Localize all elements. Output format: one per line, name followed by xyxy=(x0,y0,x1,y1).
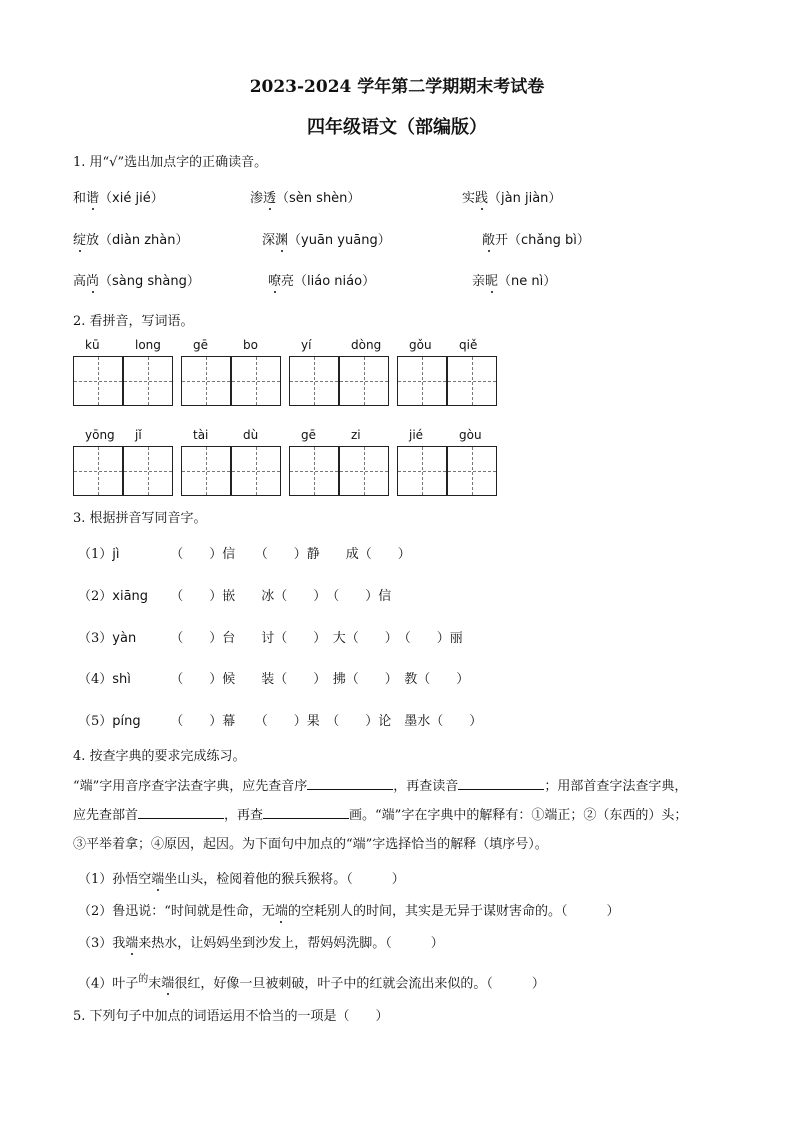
q2-pinyin: yí xyxy=(301,338,312,352)
q4-line1 xyxy=(73,772,723,801)
q1-char: 放 xyxy=(86,233,100,248)
writing-box[interactable] xyxy=(73,446,123,496)
q2-pinyin: jǐ xyxy=(135,428,142,442)
q1-item xyxy=(472,270,556,289)
q1-dotted-char: 透 xyxy=(263,191,277,206)
box-guide-v xyxy=(364,447,365,495)
q1-pinyin-options[interactable]: （ne nì） xyxy=(498,274,557,289)
q3-blanks[interactable]: （ ）台 讨（ ） 大（ ） （ ）丽 xyxy=(170,631,463,646)
box-guide-v xyxy=(256,357,257,405)
q4-dotted-char: 端 xyxy=(161,976,175,992)
q1-pinyin-options[interactable]: （chǎng bì） xyxy=(508,233,590,248)
q4-prompt: 4. 按查字典的要求完成练习。 xyxy=(73,749,246,764)
q4-dotted-char: 端 xyxy=(151,872,165,887)
q1-dotted-char: 绽 xyxy=(73,233,87,248)
q2-pinyin: qiě xyxy=(459,338,478,352)
q4-text-2a: 应先查部首 xyxy=(73,808,139,823)
box-guide-v xyxy=(206,447,207,495)
q3-prompt: 3. 根据拼音写同音字。 xyxy=(73,511,207,526)
q1-item xyxy=(462,187,561,206)
q3-pinyin: shì xyxy=(112,672,131,687)
q3-number: （1） xyxy=(78,547,113,562)
writing-box[interactable] xyxy=(289,446,339,496)
box-guide-v xyxy=(98,357,99,405)
q2-pinyin: tài xyxy=(193,428,209,442)
q1-dotted-char: 渊 xyxy=(275,233,289,248)
q1-dotted-char: 昵 xyxy=(485,274,499,289)
box-guide-v xyxy=(472,357,473,405)
blank-yinxu[interactable] xyxy=(307,777,393,790)
q1-char: 深 xyxy=(262,233,276,248)
q3-number: （3） xyxy=(78,631,113,646)
q1-item xyxy=(482,229,590,248)
q1-pinyin-options[interactable]: （yuān yuāng） xyxy=(288,233,391,248)
box-guide-v xyxy=(148,447,149,495)
writing-box[interactable] xyxy=(339,356,389,406)
q3-line xyxy=(78,710,482,729)
q5-prompt: 5. 下列句子中加点的词语运用不恰当的一项是（ ） xyxy=(73,1009,389,1024)
q1-char: 亮 xyxy=(281,274,295,289)
q4-sub-text: 的空耗别人的时间，其实是无异于谋财害命的。（ ） xyxy=(287,904,620,919)
writing-box[interactable] xyxy=(73,356,123,406)
writing-box[interactable] xyxy=(123,356,173,406)
q1-item xyxy=(250,187,360,206)
q4-paragraph xyxy=(73,772,723,859)
q2-pinyin: bo xyxy=(243,338,258,352)
q4-sub-text: 来热水，让妈妈坐到沙发上，帮妈妈洗脚。（ ） xyxy=(138,936,444,951)
q2-pinyin: gē xyxy=(301,428,316,442)
writing-box[interactable] xyxy=(123,446,173,496)
writing-box[interactable] xyxy=(397,446,447,496)
q4-subquestion xyxy=(78,932,444,951)
q3-line xyxy=(78,585,391,604)
q4-sup: 的 xyxy=(138,974,149,985)
q2-pinyin: kū xyxy=(85,338,100,352)
q2-pinyin: dù xyxy=(243,428,259,442)
q3-number: （4） xyxy=(78,672,113,687)
q4-sub-text: （1）孙悟空 xyxy=(78,872,152,887)
q3-line xyxy=(78,627,463,646)
q4-subquestion xyxy=(78,970,545,991)
writing-box[interactable] xyxy=(289,356,339,406)
q4-sub-text: （4）叶子 xyxy=(78,976,139,992)
q4-sub-text: （3）我 xyxy=(78,936,126,951)
blank-huashu[interactable] xyxy=(263,806,349,819)
q1-prompt: 1. 用“√”选出加点字的正确读音。 xyxy=(73,155,268,170)
q1-char: 亲 xyxy=(472,274,486,289)
box-guide-v xyxy=(314,447,315,495)
q3-line xyxy=(78,543,411,562)
q4-subquestion xyxy=(78,868,405,887)
q1-pinyin-options[interactable]: （liáo niáo） xyxy=(294,274,376,289)
q1-char: 高 xyxy=(73,274,87,289)
q3-number: （5） xyxy=(78,714,113,729)
q4-dotted-char: 端 xyxy=(274,904,288,919)
blank-bushou[interactable] xyxy=(138,806,224,819)
q1-pinyin-options[interactable]: （jàn jiàn） xyxy=(488,191,562,206)
exam-subtitle: 四年级语文（部编版） xyxy=(307,117,487,138)
q4-text-1a: “端”字用音序查字法查字典，应先查音序 xyxy=(73,779,308,794)
q1-char: 渗 xyxy=(250,191,264,206)
q1-char: 实 xyxy=(462,191,476,206)
q2-pinyin: yōng xyxy=(85,428,115,442)
box-guide-v xyxy=(206,357,207,405)
q4-text-1b: ，再查读音 xyxy=(393,779,459,794)
q1-pinyin-options[interactable]: （xié jié） xyxy=(99,191,164,206)
q4-line3: ③平举着拿；④原因，起因。为下面句中加点的“端”字选择恰当的解释（填序号）。 xyxy=(73,837,548,852)
q4-text-2c: 画。“端”字在字典中的解释有：①端正；②（东西的）头； xyxy=(349,808,688,823)
q3-pinyin: jì xyxy=(112,547,120,562)
q3-pinyin: xiāng xyxy=(112,589,149,604)
q2-prompt: 2. 看拼音，写词语。 xyxy=(73,314,194,329)
writing-box[interactable] xyxy=(397,356,447,406)
q3-blanks[interactable]: （ ）嵌 冰（ ） （ ）信 xyxy=(170,589,392,604)
q3-blanks[interactable]: （ ）幕 （ ）果 （ ）论 墨水（ ） xyxy=(170,714,483,729)
q4-line2 xyxy=(73,801,723,830)
q1-item xyxy=(262,229,391,248)
q2-pinyin: gē xyxy=(193,338,208,352)
q1-item xyxy=(268,270,375,289)
q2-pinyin: dòng xyxy=(351,338,382,352)
q2-pinyin: zi xyxy=(351,428,361,442)
writing-box[interactable] xyxy=(231,446,281,496)
q1-dotted-char: 践 xyxy=(475,191,489,206)
q1-pinyin-options[interactable]: （sàng shàng） xyxy=(99,274,200,289)
q4-text-1c: ；用部首查字法查字典， xyxy=(544,779,688,794)
q1-item xyxy=(73,229,189,248)
q3-line xyxy=(78,668,469,687)
q1-pinyin-options[interactable]: （sèn shèn） xyxy=(276,191,361,206)
q2-pinyin: long xyxy=(135,338,161,352)
q3-pinyin: píng xyxy=(112,714,141,729)
writing-box[interactable] xyxy=(339,446,389,496)
q2-pinyin: jié xyxy=(409,428,424,442)
q4-sub-text: （2）鲁迅说：“时间就是性命，无 xyxy=(78,904,275,919)
q1-char: 和 xyxy=(73,191,87,206)
q1-dotted-char: 嘹 xyxy=(268,274,282,289)
box-guide-v xyxy=(422,447,423,495)
box-guide-v xyxy=(148,357,149,405)
writing-box[interactable] xyxy=(231,356,281,406)
box-guide-v xyxy=(364,357,365,405)
q2-pinyin: gǒu xyxy=(409,338,432,352)
q1-item xyxy=(73,270,200,289)
box-guide-v xyxy=(314,357,315,405)
q3-number: （2） xyxy=(78,589,113,604)
q4-sub-text: 很红，好像一旦被刺破，叶子中的红就会流出来似的。（ ） xyxy=(174,976,545,992)
blank-duyin[interactable] xyxy=(458,777,544,790)
q1-dotted-char: 尚 xyxy=(86,274,100,289)
box-guide-v xyxy=(422,357,423,405)
writing-box[interactable] xyxy=(447,356,497,406)
q4-sub-text: 末 xyxy=(148,976,162,992)
q4-subquestion xyxy=(78,900,619,919)
box-guide-v xyxy=(256,447,257,495)
q1-item xyxy=(73,187,164,206)
q3-blanks[interactable]: （ ）候 装（ ） 拂（ ） 教（ ） xyxy=(170,672,470,687)
q1-char: 开 xyxy=(495,233,509,248)
q1-pinyin-options[interactable]: （diàn zhàn） xyxy=(99,233,189,248)
q3-pinyin: yàn xyxy=(112,631,137,646)
q4-text-2b: ，再查 xyxy=(224,808,264,823)
writing-box[interactable] xyxy=(447,446,497,496)
q1-dotted-char: 敞 xyxy=(482,233,496,248)
exam-title: 2023-2024 学年第二学期期末考试卷 xyxy=(249,77,545,97)
q4-sub-text: 坐山头，检阅着他的猴兵猴将。（ ） xyxy=(164,872,405,887)
q2-pinyin: gòu xyxy=(459,428,482,442)
box-guide-v xyxy=(472,447,473,495)
writing-box[interactable] xyxy=(181,446,231,496)
q3-blanks[interactable]: （ ）信 （ ）静 成（ ） xyxy=(170,547,411,562)
writing-box[interactable] xyxy=(181,356,231,406)
q4-dotted-char: 端 xyxy=(125,936,139,951)
box-guide-v xyxy=(98,447,99,495)
q1-dotted-char: 谐 xyxy=(86,191,100,206)
